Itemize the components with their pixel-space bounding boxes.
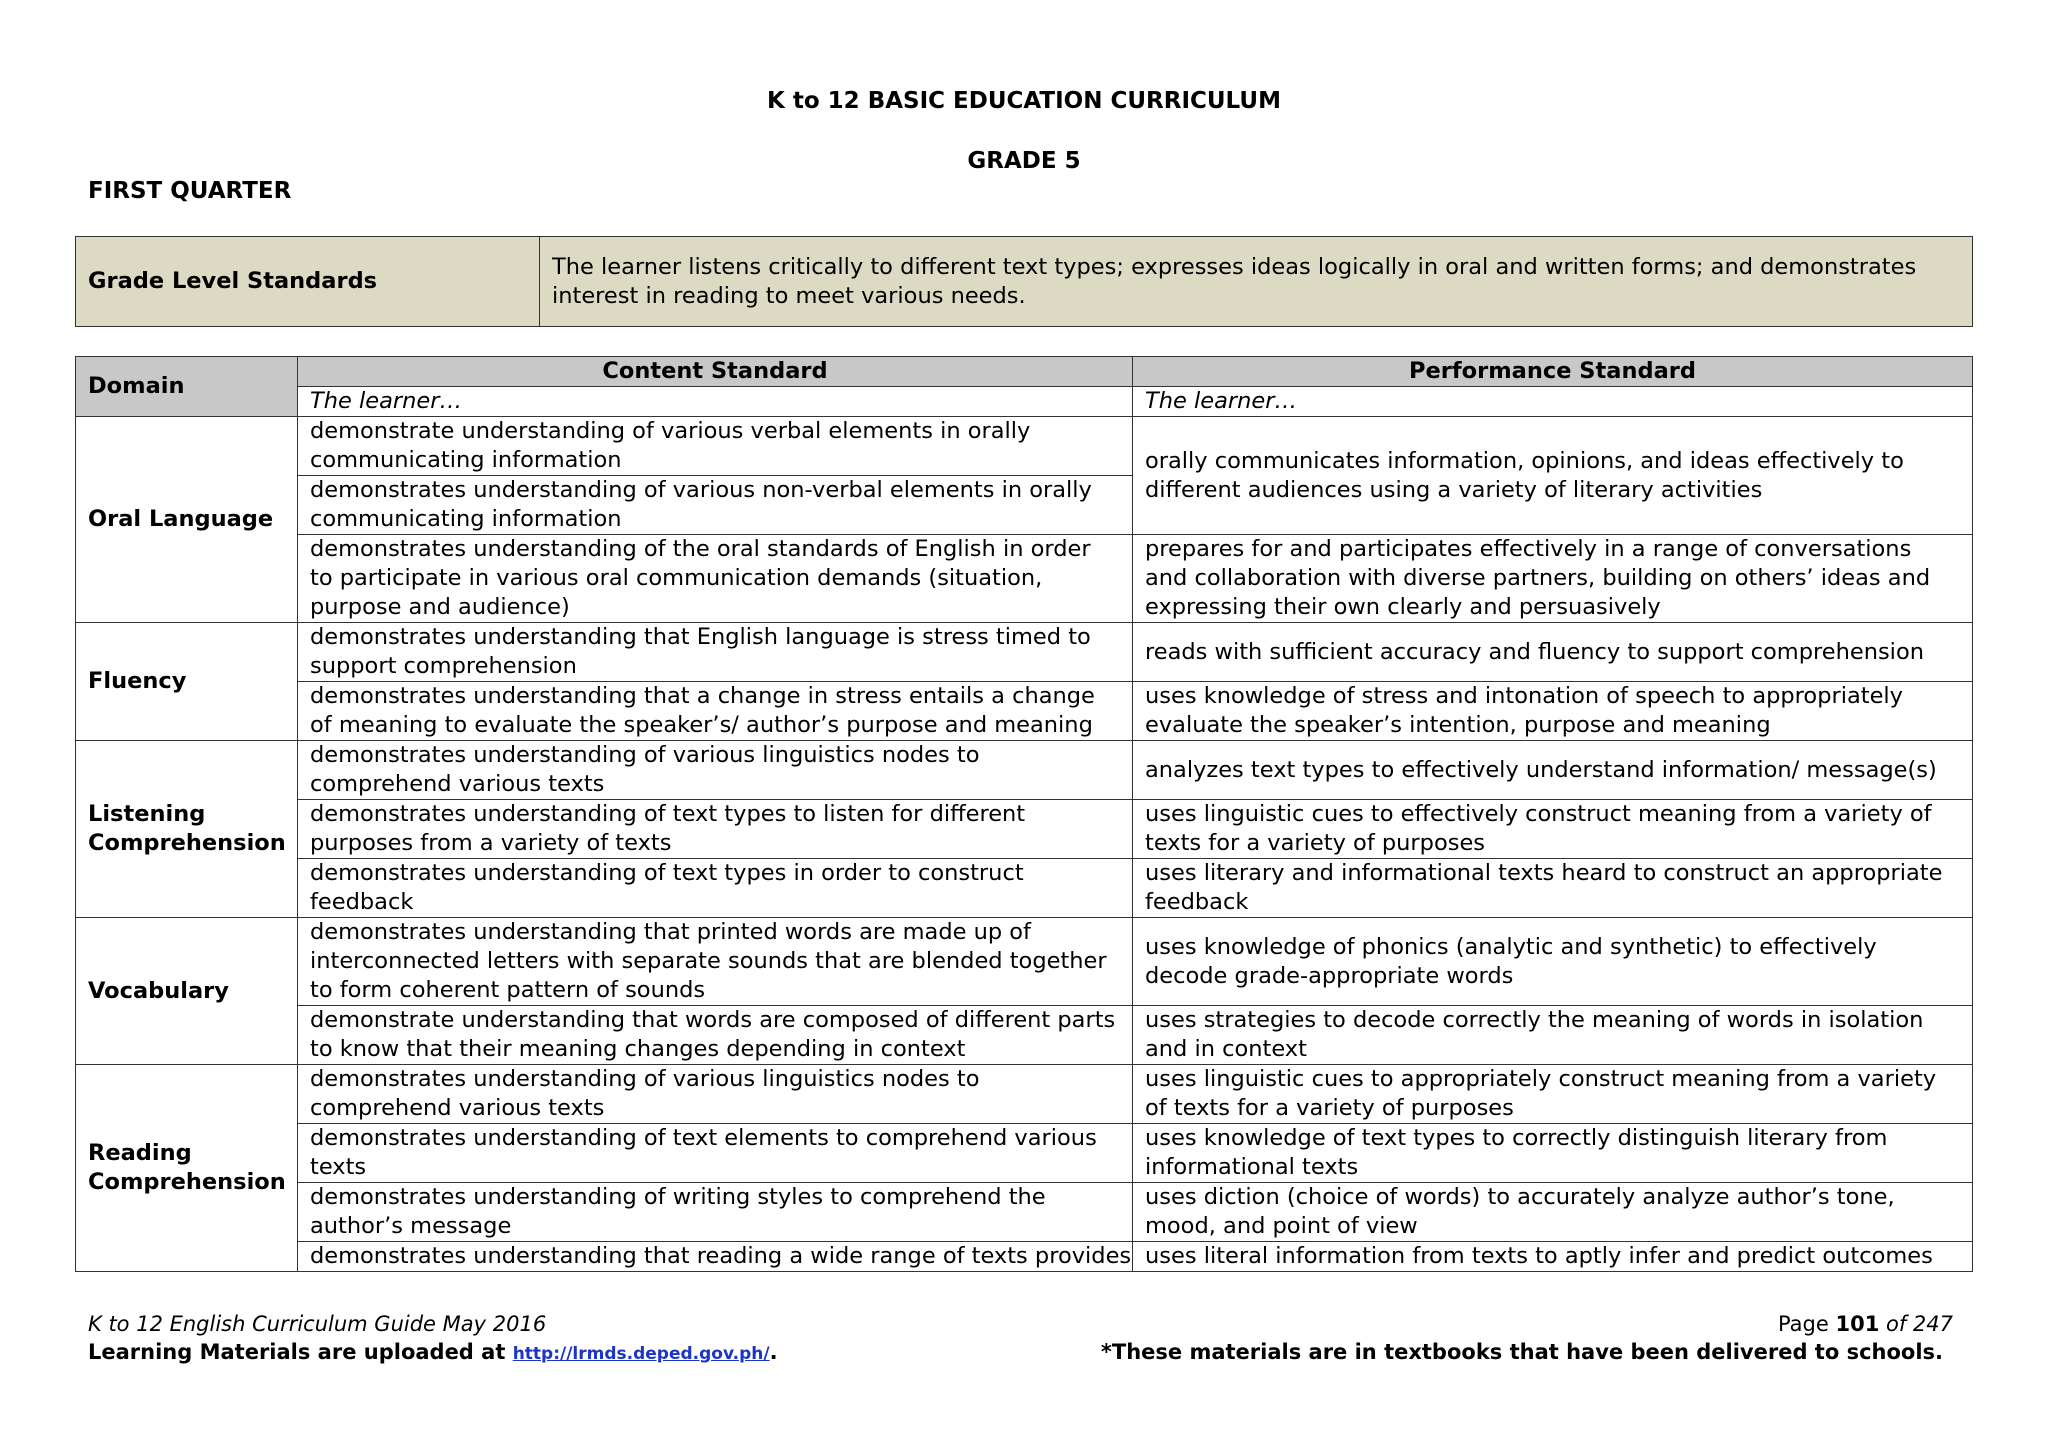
performance-standard-cell: uses linguistic cues to appropriately construct meaning from a variety of texts for a variety of purposes <box>1133 1065 1973 1124</box>
performance-standard-cell: analyzes text types to effectively understand information/ message(s) <box>1133 741 1973 800</box>
table-subheader-row <box>76 387 1973 417</box>
content-standard-cell: demonstrates understanding of writing styles to comprehend the author’s message <box>298 1183 1133 1242</box>
table-row <box>76 1006 1973 1065</box>
performance-standard-header: Performance Standard <box>1133 357 1973 387</box>
table-row <box>76 918 1973 1006</box>
performance-standard-cell: uses literal information from texts to aptly infer and predict outcomes <box>1133 1242 1973 1272</box>
table-row <box>76 1183 1973 1242</box>
uploaded-prefix: Learning Materials are uploaded at <box>88 1340 513 1364</box>
domain-cell: Vocabulary <box>76 918 298 1065</box>
table-row <box>76 535 1973 623</box>
table-row <box>76 417 1973 476</box>
grade-level-standards-table <box>75 236 1973 327</box>
page-number: 101 <box>1835 1312 1880 1336</box>
performance-standard-cell: uses diction (choice of words) to accurately analyze author’s tone, mood, and point of view <box>1133 1183 1973 1242</box>
performance-standard-cell: reads with sufficient accuracy and fluency to support comprehension <box>1133 623 1973 682</box>
document-title: K to 12 BASIC EDUCATION CURRICULUM <box>767 88 1281 114</box>
content-subheader: The learner… <box>298 387 1133 417</box>
content-standard-cell: demonstrates understanding of text elements to comprehend various texts <box>298 1124 1133 1183</box>
table-row <box>76 741 1973 800</box>
footer-uploaded-note <box>88 1340 778 1364</box>
table-row <box>76 859 1973 918</box>
content-standard-cell: demonstrates understanding of various linguistics nodes to comprehend various texts <box>298 1065 1133 1124</box>
lrmds-link[interactable]: http://lrmds.deped.gov.ph/ <box>512 1344 770 1364</box>
performance-subheader: The learner… <box>1133 387 1973 417</box>
performance-standard-cell: orally communicates information, opinions, and ideas effectively to different audiences using a variety of literary activities <box>1133 417 1973 535</box>
content-standard-cell: demonstrates understanding of various non-verbal elements in orally communicating information <box>298 476 1133 535</box>
table-row <box>76 1065 1973 1124</box>
table-row <box>76 800 1973 859</box>
table-row <box>76 1124 1973 1183</box>
content-standard-cell: demonstrates understanding of the oral standards of English in order to participate in various oral communication demands (situation, purpose and audience) <box>298 535 1133 623</box>
performance-standard-cell: uses knowledge of stress and intonation of speech to appropriately evaluate the speaker’s intention, purpose and meaning <box>1133 682 1973 741</box>
uploaded-suffix: . <box>769 1340 778 1364</box>
grade-level-standards-label: Grade Level Standards <box>76 237 540 327</box>
footer-page-number <box>1778 1312 1953 1336</box>
domain-header: Domain <box>76 357 298 417</box>
content-standard-cell: demonstrate understanding of various verbal elements in orally communicating information <box>298 417 1133 476</box>
content-standard-cell: demonstrates understanding that a change in stress entails a change of meaning to evaluate the speaker’s/ author’s purpose and meaning <box>298 682 1133 741</box>
grade-heading: GRADE 5 <box>967 148 1081 174</box>
content-standard-cell: demonstrates understanding of various linguistics nodes to comprehend various texts <box>298 741 1133 800</box>
quarter-heading: FIRST QUARTER <box>88 178 292 204</box>
page-prefix: Page <box>1777 1312 1836 1336</box>
content-standard-cell: demonstrate understanding that words are composed of different parts to know that their meaning changes depending in context <box>298 1006 1133 1065</box>
table-row <box>76 1242 1973 1272</box>
footer-textbook-note: *These materials are in textbooks that have been delivered to schools. <box>1100 1340 1943 1364</box>
footer-guide-label: K to 12 English Curriculum Guide May 2016 <box>88 1312 547 1336</box>
performance-standard-cell: uses strategies to decode correctly the meaning of words in isolation and in context <box>1133 1006 1973 1065</box>
grade-level-standards-text: The learner listens critically to different text types; expresses ideas logically in oral and written forms; and demonstrates interest in reading to meet various needs. <box>540 237 1973 327</box>
page-total: of 247 <box>1879 1312 1953 1336</box>
domain-cell: Listening Comprehension <box>76 741 298 918</box>
performance-standard-cell: uses knowledge of text types to correctly distinguish literary from informational texts <box>1133 1124 1973 1183</box>
domain-cell: Oral Language <box>76 417 298 623</box>
table-row <box>76 623 1973 682</box>
performance-standard-cell: uses linguistic cues to effectively construct meaning from a variety of texts for a variety of purposes <box>1133 800 1973 859</box>
table-row <box>76 682 1973 741</box>
performance-standard-cell: uses knowledge of phonics (analytic and synthetic) to effectively decode grade-appropriate words <box>1133 918 1973 1006</box>
content-standard-cell: demonstrates understanding of text types to listen for different purposes from a variety of texts <box>298 800 1133 859</box>
performance-standard-cell: prepares for and participates effectively in a range of conversations and collaboration with diverse partners, building on others’ ideas and expressing their own clearly and persuasively <box>1133 535 1973 623</box>
table-header-row <box>76 357 1973 387</box>
domain-cell: Fluency <box>76 623 298 741</box>
content-standard-cell: demonstrates understanding that reading a wide range of texts provides <box>298 1242 1133 1272</box>
domain-cell: Reading Comprehension <box>76 1065 298 1272</box>
performance-standard-cell: uses literary and informational texts heard to construct an appropriate feedback <box>1133 859 1973 918</box>
content-standard-header: Content Standard <box>298 357 1133 387</box>
content-standard-cell: demonstrates understanding that printed words are made up of interconnected letters with separate sounds that are blended together to form coherent pattern of sounds <box>298 918 1133 1006</box>
content-standard-cell: demonstrates understanding of text types in order to construct feedback <box>298 859 1133 918</box>
content-standard-cell: demonstrates understanding that English language is stress timed to support comprehension <box>298 623 1133 682</box>
standards-table <box>75 356 1973 1272</box>
grade-level-standards-row <box>76 237 1973 327</box>
